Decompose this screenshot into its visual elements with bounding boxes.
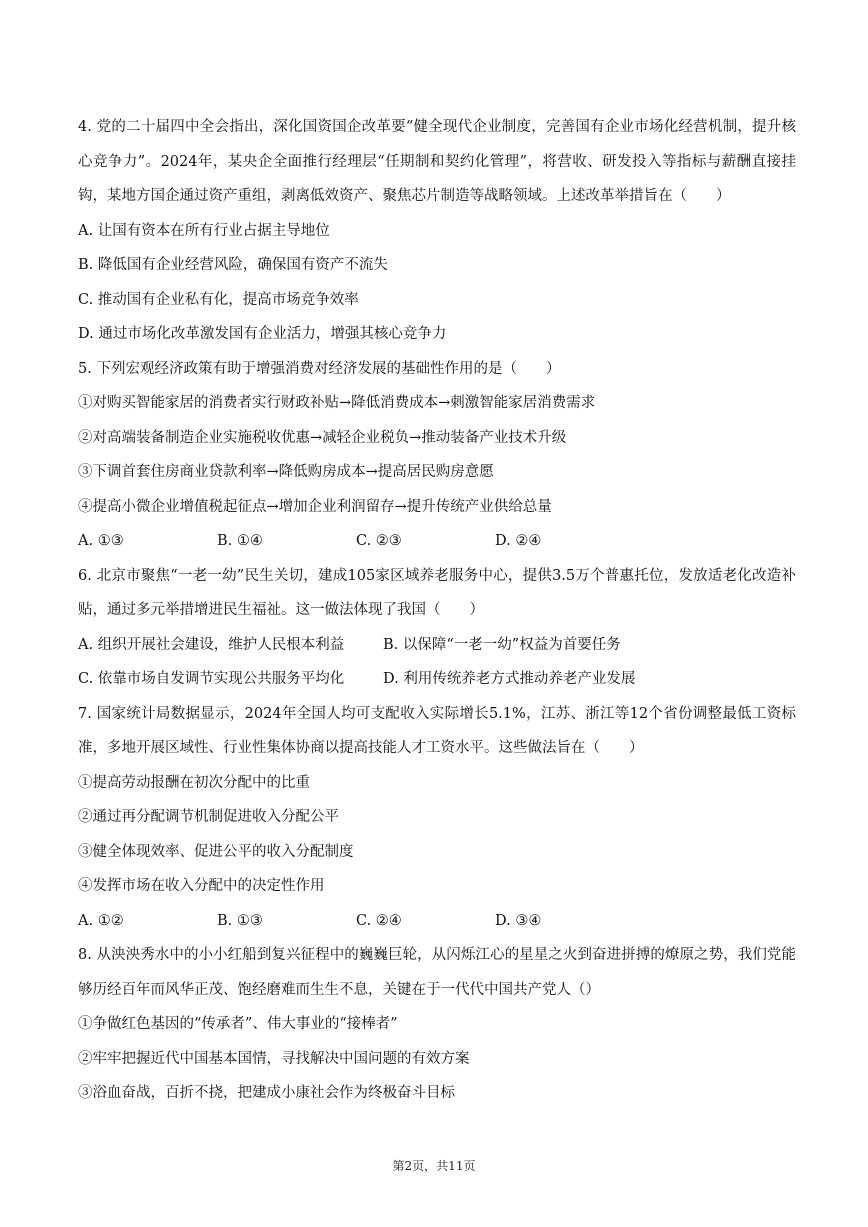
option-d: D. ②④ [495,533,542,549]
option-b: B. 降低国有企业经营风险，确保国有资产不流失 [78,257,388,273]
option-b: B. ①④ [217,533,263,549]
question-stem: 4. 党的二十届四中全会指出，深化国资国企改革要“健全现代企业制度，完善国有企业市场化经营机制，提升核心竞争力”。2024年，某央企全面推行经理层“任期制和契约化管理”，将营收、研发投入等指标与薪酬直接挂钩，某地方国企通过资产重组，剥离低效资产、聚焦芯片制造等战略领域。上述改革举措旨在（ ） [78,119,796,204]
question-stem: 7. 国家统计局数据显示，2024年全国人均可支配收入实际增长5.1%，江苏、浙江等12个省份调整最低工资标准，多地开展区域性、行业性集体协商以提高技能人才工资水平。这些做法旨在（ ） [78,705,796,756]
option-c: C. ②④ [356,912,402,929]
statement-item: ③下调首套住房商业贷款利率→降低购房成本→提高居民购房意愿 [78,464,494,480]
statement-item: ④提高小微企业增值税起征点→增加企业利润留存→提升传统产业供给总量 [78,498,552,515]
option-a: A. ①② [78,912,124,929]
option-c: C. 推动国有企业私有化，提高市场竞争效率 [78,291,359,308]
option-a: A. ①③ [78,533,124,549]
question-stem: 6. 北京市聚焦“一老一幼”民生关切，建成105家区域养老服务中心，提供3.5万个普惠托位，发放适老化改造补贴，通过多元举措增进民生福祉。这一做法体现了我国（ ） [78,567,796,618]
options-row [78,904,796,939]
question-8 [78,938,796,1111]
statement-item: ③浴血奋战，百折不挠，把建成小康社会作为终极奋斗目标 [78,1085,455,1101]
question-6 [78,559,796,697]
option-a: A. 让国有资本在所有行业占据主导地位 [78,222,330,239]
question-content [78,110,796,1111]
option-c: C. 依靠市场自发调节实现公共服务平均化 [78,671,345,687]
option-c: C. ②③ [356,533,402,549]
statement-item: ④发挥市场在收入分配中的决定性作用 [78,878,325,894]
question-stem: 8. 从泱泱秀水中的小小红船到复兴征程中的巍巍巨轮，从闪烁江心的星星之火到奋进拼搏的燎原之势，我们党能够历经百年而风华正茂、饱经磨难而生生不息，关键在于一代代中国共产党人（） [78,947,796,998]
option-a: A. 组织开展社会建设，维护人民根本利益 [78,636,345,653]
question-4 [78,110,796,352]
question-stem: 5. 下列宏观经济政策有助于增强消费对经济发展的基础性作用的是（ ） [78,360,561,377]
option-d: D. 利用传统养老方式推动养老产业发展 [383,671,636,687]
options-row [78,524,796,559]
statement-item: ②通过再分配调节机制促进收入分配公平 [78,809,339,825]
question-5 [78,352,796,559]
options-row [78,628,796,663]
option-d: D. ③④ [495,912,542,929]
options-row [78,662,796,697]
statement-item: ②对高端装备制造企业实施税收优惠→减轻企业税负→推动装备产业技术升级 [78,429,567,446]
option-b: B. 以保障“一老一幼”权益为首要任务 [383,636,621,653]
statement-item: ③健全体现效率、促进公平的收入分配制度 [78,843,354,860]
option-d: D. 通过市场化改革激发国有企业活力，增强其核心竞争力 [78,326,447,342]
page-footer: 第2页，共11页 [392,1159,476,1173]
statement-item: ①争做红色基因的“传承者”、伟大事业的“接棒者” [78,1016,398,1032]
statement-item: ①对购买智能家居的消费者实行财政补贴→降低消费成本→刺激智能家居消费需求 [78,395,596,411]
question-7 [78,697,796,939]
statement-item: ②牢牢把握近代中国基本国情，寻找解决中国问题的有效方案 [78,1050,470,1067]
statement-item: ①提高劳动报酬在初次分配中的比重 [78,774,310,791]
option-b: B. ①③ [217,912,263,929]
